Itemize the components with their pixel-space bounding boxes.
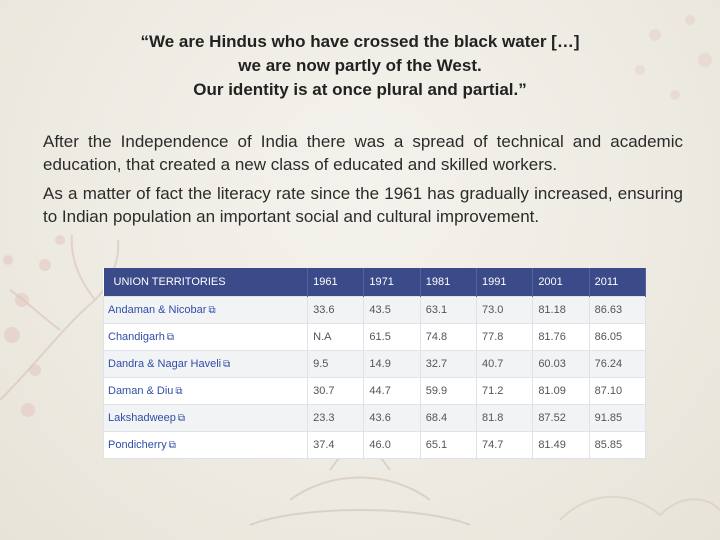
header-union-territories: UNION TERRITORIES <box>104 268 308 297</box>
value-cell: 81.8 <box>477 405 533 432</box>
quote-block <box>60 30 660 102</box>
table-row <box>104 405 646 432</box>
header-2001: 2001 <box>533 268 589 297</box>
value-cell: 23.3 <box>308 405 364 432</box>
territory-cell[interactable] <box>104 297 308 324</box>
value-cell: 86.05 <box>589 324 645 351</box>
value-cell: 74.7 <box>477 432 533 459</box>
table-row <box>104 297 646 324</box>
value-cell: 81.76 <box>533 324 589 351</box>
territory-cell[interactable] <box>104 378 308 405</box>
literacy-table-image <box>103 268 646 453</box>
table-row <box>104 378 646 405</box>
value-cell: 43.6 <box>364 405 420 432</box>
body-text <box>43 130 683 234</box>
territory-link[interactable]: Dandra & Nagar Haveli <box>108 358 222 370</box>
value-cell: 76.24 <box>589 351 645 378</box>
value-cell: 74.8 <box>420 324 476 351</box>
value-cell: 85.85 <box>589 432 645 459</box>
header-1991: 1991 <box>477 268 533 297</box>
value-cell: N.A <box>308 324 364 351</box>
wave-ornament-bottom-right <box>560 497 720 520</box>
value-cell: 68.4 <box>420 405 476 432</box>
value-cell: 32.7 <box>420 351 476 378</box>
value-cell: 59.9 <box>420 378 476 405</box>
paragraph-literacy: As a matter of fact the literacy rate since the 1961 has gradually increased, ensuring to Indian population an important social and cultural improvement. <box>43 184 683 226</box>
value-cell: 81.18 <box>533 297 589 324</box>
value-cell: 86.63 <box>589 297 645 324</box>
territory-link[interactable]: Chandigarh <box>108 331 165 343</box>
territory-link[interactable]: Pondicherry <box>108 439 167 451</box>
territory-cell[interactable] <box>104 405 308 432</box>
territory-cell[interactable] <box>104 432 308 459</box>
value-cell: 77.8 <box>477 324 533 351</box>
value-cell: 43.5 <box>364 297 420 324</box>
paragraph-independence: After the Independence of India there was a spread of technical and academic education, that created a new class of educated and skilled workers. <box>43 132 683 174</box>
territory-cell[interactable] <box>104 324 308 351</box>
table-header-row <box>104 268 646 297</box>
header-2011: 2011 <box>589 268 645 297</box>
territory-link[interactable]: Lakshadweep <box>108 412 176 424</box>
table-row <box>104 351 646 378</box>
territory-link[interactable]: Andaman & Nicobar <box>108 304 207 316</box>
value-cell: 63.1 <box>420 297 476 324</box>
literacy-rate-table <box>103 268 646 459</box>
value-cell: 46.0 <box>364 432 420 459</box>
quote-line-3: Our identity is at once plural and partial.” <box>193 80 527 99</box>
value-cell: 71.2 <box>477 378 533 405</box>
value-cell: 81.49 <box>533 432 589 459</box>
external-link-icon[interactable]: ⧉ <box>177 413 186 424</box>
header-1961: 1961 <box>308 268 364 297</box>
table-row <box>104 324 646 351</box>
quote-line-1: “We are Hindus who have crossed the black water […] <box>140 32 580 51</box>
value-cell: 91.85 <box>589 405 645 432</box>
external-link-icon[interactable]: ⧉ <box>223 359 231 370</box>
value-cell: 87.10 <box>589 378 645 405</box>
value-cell: 81.09 <box>533 378 589 405</box>
value-cell: 73.0 <box>477 297 533 324</box>
value-cell: 9.5 <box>308 351 364 378</box>
territory-cell[interactable] <box>104 351 308 378</box>
value-cell: 65.1 <box>420 432 476 459</box>
cherry-blossom-branch-left <box>0 235 118 400</box>
value-cell: 14.9 <box>364 351 420 378</box>
external-link-icon[interactable]: ⧉ <box>175 386 183 397</box>
header-1981: 1981 <box>420 268 476 297</box>
value-cell: 37.4 <box>308 432 364 459</box>
value-cell: 33.6 <box>308 297 364 324</box>
table-row <box>104 432 646 459</box>
value-cell: 87.52 <box>533 405 589 432</box>
external-link-icon[interactable]: ⧉ <box>166 332 175 343</box>
territory-link[interactable]: Daman & Diu <box>108 385 174 397</box>
header-1971: 1971 <box>364 268 420 297</box>
value-cell: 30.7 <box>308 378 364 405</box>
value-cell: 40.7 <box>477 351 533 378</box>
external-link-icon[interactable]: ⧉ <box>168 440 176 451</box>
value-cell: 44.7 <box>364 378 420 405</box>
value-cell: 61.5 <box>364 324 420 351</box>
external-link-icon[interactable]: ⧉ <box>208 305 216 316</box>
quote-line-2: we are now partly of the West. <box>238 56 482 75</box>
value-cell: 60.03 <box>533 351 589 378</box>
